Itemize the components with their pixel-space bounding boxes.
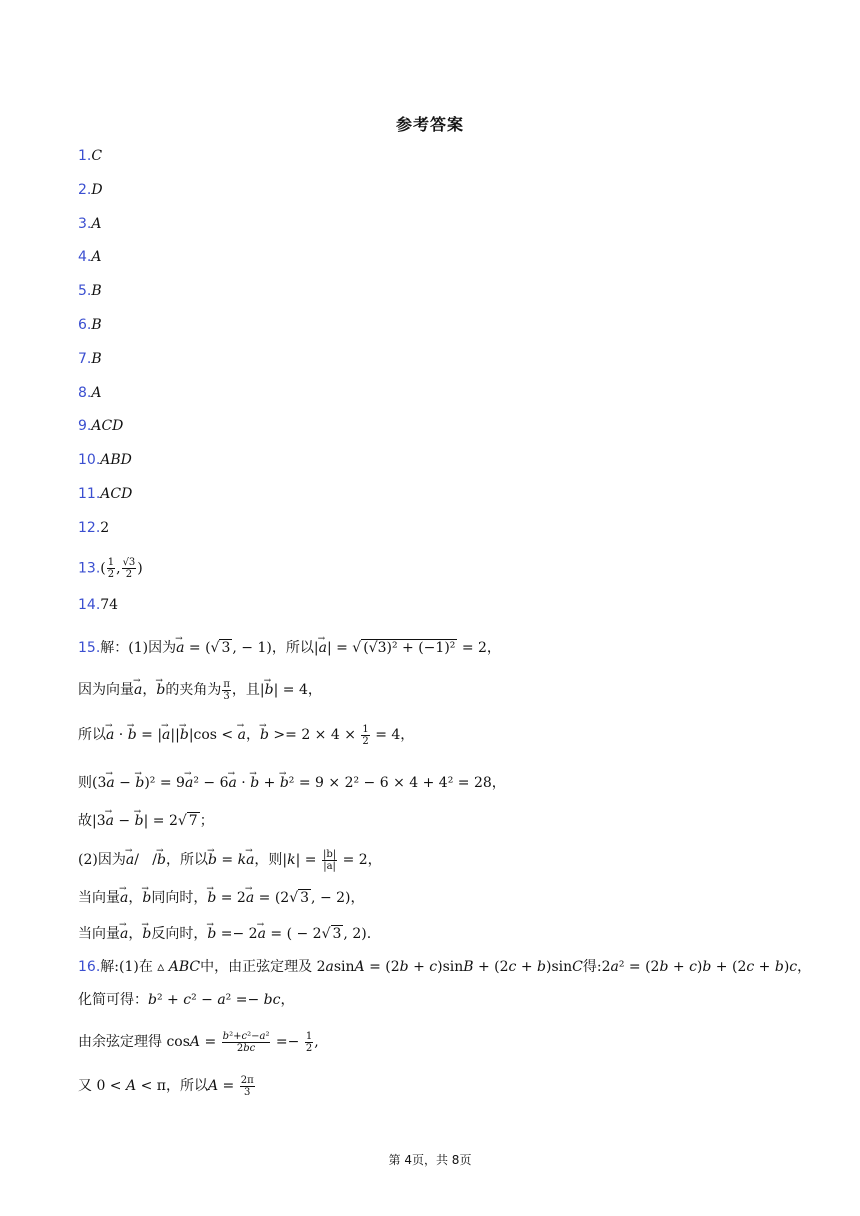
answer-number: 7.: [78, 351, 92, 367]
answer-13: 13.( $\frac{1}{2}$ , $\frac{√3}{2}$ ): [78, 557, 143, 580]
answer-number: 10.: [78, 452, 101, 468]
answer-12: [78, 517, 109, 539]
answer-value: A: [91, 216, 102, 232]
answer-value: A: [91, 385, 102, 401]
solution-16-line-2: 化简可得：b² + c² − a² =− bc，: [78, 992, 295, 1008]
solution-15-line-5: 故|3→ a − → b| = 2√ 7 ；: [78, 809, 214, 833]
answer-4: [78, 246, 101, 268]
solution-15-line-8: 当向量→ a，→ b反向时，→ b =− 2→ a = ( − 2√ 3 , 2).: [78, 922, 371, 946]
answer-2: [78, 179, 103, 201]
answer-number: 8.: [78, 385, 92, 401]
answer-number: 13.: [78, 560, 101, 577]
answer-number: 9.: [78, 418, 92, 434]
solution-15-line-1: 15.解：(1)因为→ a = (√ 3 , − 1)，所以|→ a| = √ (√3)² + (−1)² = 2，: [78, 636, 501, 660]
solution-15-line-2: 因为向量→ a，→ b的夹角为 $\frac{\pi}{3}$ ，且|→ b| = 4，: [78, 678, 322, 702]
solution-15-line-6: (2)因为→ a/ /→ b，所以→ b = k→ a，则|k| = $\frac{|b|}{|a|}$ = 2，: [78, 848, 382, 872]
answer-10: [78, 449, 132, 471]
answer-number: 11.: [78, 486, 101, 502]
answer-number: 1.: [78, 148, 92, 164]
answer-8: [78, 382, 101, 404]
answer-9: [78, 415, 123, 437]
answer-number: 5.: [78, 283, 92, 299]
answer-number: 2.: [78, 182, 92, 198]
answer-value: B: [91, 283, 102, 299]
answer-value: ACD: [91, 418, 124, 434]
answer-number: 14.: [78, 597, 101, 613]
answer-number: 3.: [78, 216, 92, 232]
answer-value: B: [91, 317, 102, 333]
solution-16-line-4: 又 0 < A < π，所以A = $\frac{2\pi}{3}$: [78, 1074, 254, 1098]
answer-1: [78, 145, 102, 167]
answer-11: [78, 483, 132, 505]
page-footer: 第 4页，共 8页: [388, 1153, 472, 1167]
answer-value: 2: [100, 520, 110, 536]
answer-number: 12.: [78, 520, 101, 536]
solution-15-line-4: 则(3→ a − → b)² = 9→ a² − 6→ a · → b + → b² = 9 × 2² − 6 × 4 + 4² = 28，: [78, 771, 506, 795]
solution-16-line-1: 16.解:(1)在 ▵ ABC中，由正弦定理及 2asinA = (2b + c)sinB + (2c + b)sinC得:2a² = (2b + c)b + (2c + b)c，: [78, 959, 812, 975]
answer-14: [78, 594, 118, 616]
answer-value: ABD: [100, 452, 132, 468]
answer-5: [78, 280, 102, 302]
answer-3: [78, 213, 101, 235]
answer-value: C: [91, 148, 103, 164]
answer-value: 74: [100, 597, 119, 613]
answer-number: 4.: [78, 249, 92, 265]
answer-number: 6.: [78, 317, 92, 333]
answer-value: ACD: [100, 486, 133, 502]
solution-16-line-3: 由余弦定理得 cosA = $\frac{\text{b²+c²−a²}}{2bc}$ =− $\frac{1}{2}$ ,: [78, 1030, 319, 1054]
solution-15-line-3: 所以→ a · → b = |→ a||→ b|cos < → a，→ b >= 2 × 4 × $\frac{1}{2}$ = 4，: [78, 723, 414, 747]
answer-value: B: [91, 351, 102, 367]
answer-number: 16.: [78, 959, 101, 975]
answer-6: [78, 314, 102, 336]
answer-number: 15.: [78, 640, 101, 656]
page-title: 参考答案: [395, 115, 464, 134]
answer-7: [78, 348, 102, 370]
answer-value: D: [91, 182, 103, 198]
answer-value: A: [91, 249, 102, 265]
solution-15-line-7: 当向量→ a，→ b同向时，→ b = 2→ a = (2√ 3 , − 2)，: [78, 886, 365, 910]
